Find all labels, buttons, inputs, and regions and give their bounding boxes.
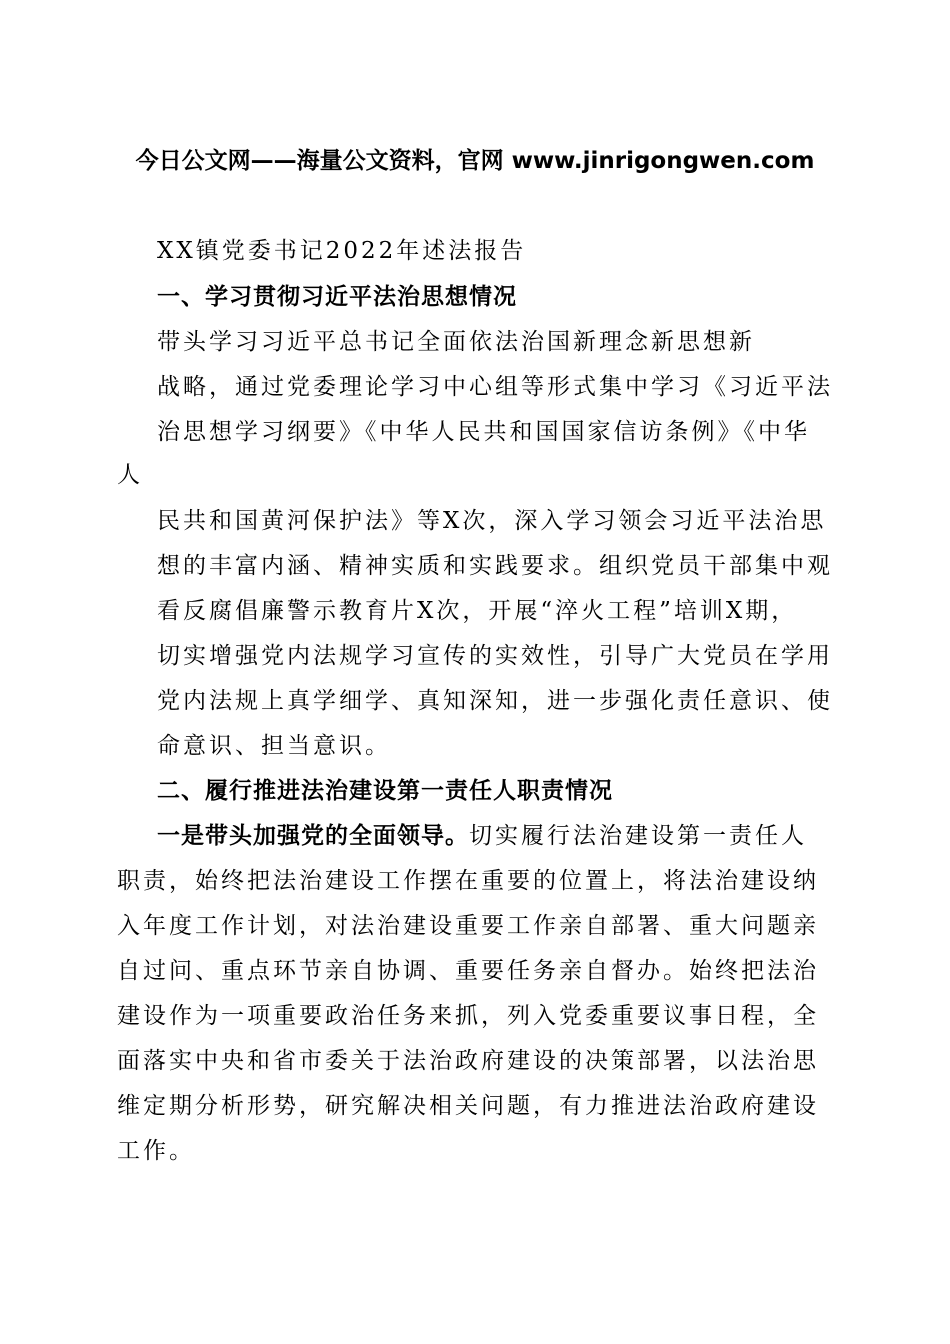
section1-line: 党内法规上真学细学、真知深知，进一步强化责任意识、使 xyxy=(157,688,833,714)
section1-heading: 一、学习贯彻习近平法治思想情况 xyxy=(157,284,517,310)
section2-line: 维定期分析形势，研究解决相关问题，有力推进法治政府建设 xyxy=(117,1093,819,1119)
section1-line: 看反腐倡廉警示教育片X次，开展“淬火工程”培训X期， xyxy=(157,598,798,624)
section1-line: 切实增强党内法规学习宣传的实效性，引导广大党员在学用 xyxy=(157,643,833,669)
section1-line: 民共和国黄河保护法》等X次，深入学习领会习近平法治思 xyxy=(157,508,827,534)
section2-line: 自过问、重点环节亲自协调、重要任务亲自督办。始终把法治 xyxy=(117,958,819,984)
section2-line: 工作。 xyxy=(117,1138,195,1164)
section1-line: 人 xyxy=(117,462,143,488)
section2-lead: 一是带头加强党的全面领导。 xyxy=(157,823,469,849)
section1-line: 战略，通过党委理论学习中心组等形式集中学习《习近平法 xyxy=(157,374,833,400)
section2-first-rest: 切实履行法治建设第一责任人 xyxy=(469,823,807,849)
section1-line: 命意识、担当意识。 xyxy=(157,733,391,759)
section2-heading: 二、履行推进法治建设第一责任人职责情况 xyxy=(157,778,613,804)
section2-line: 入年度工作计划，对法治建设重要工作亲自部署、重大问题亲 xyxy=(117,913,819,939)
section2-line: 建设作为一项重要政治任务来抓，列入党委重要议事日程，全 xyxy=(117,1003,819,1029)
section2-line: 面落实中央和省市委关于法治政府建设的决策部署，以法治思 xyxy=(117,1048,819,1074)
section2-line: 职责，始终把法治建设工作摆在重要的位置上，将法治建设纳 xyxy=(117,868,819,894)
section1-line: 带头学习习近平总书记全面依法治国新理念新思想新 xyxy=(157,329,755,355)
section1-line: 想的丰富内涵、精神实质和实践要求。组织党员干部集中观 xyxy=(157,553,833,579)
section1-line: 治思想学习纲要》《中华人民共和国国家信访条例》《中华 xyxy=(157,419,810,445)
section2-first-line xyxy=(157,821,807,851)
site-header: 今日公文网——海量公文资料，官网 www.jinrigongwen.com xyxy=(135,148,815,174)
document-title: XX镇党委书记2022年述法报告 xyxy=(157,238,527,264)
